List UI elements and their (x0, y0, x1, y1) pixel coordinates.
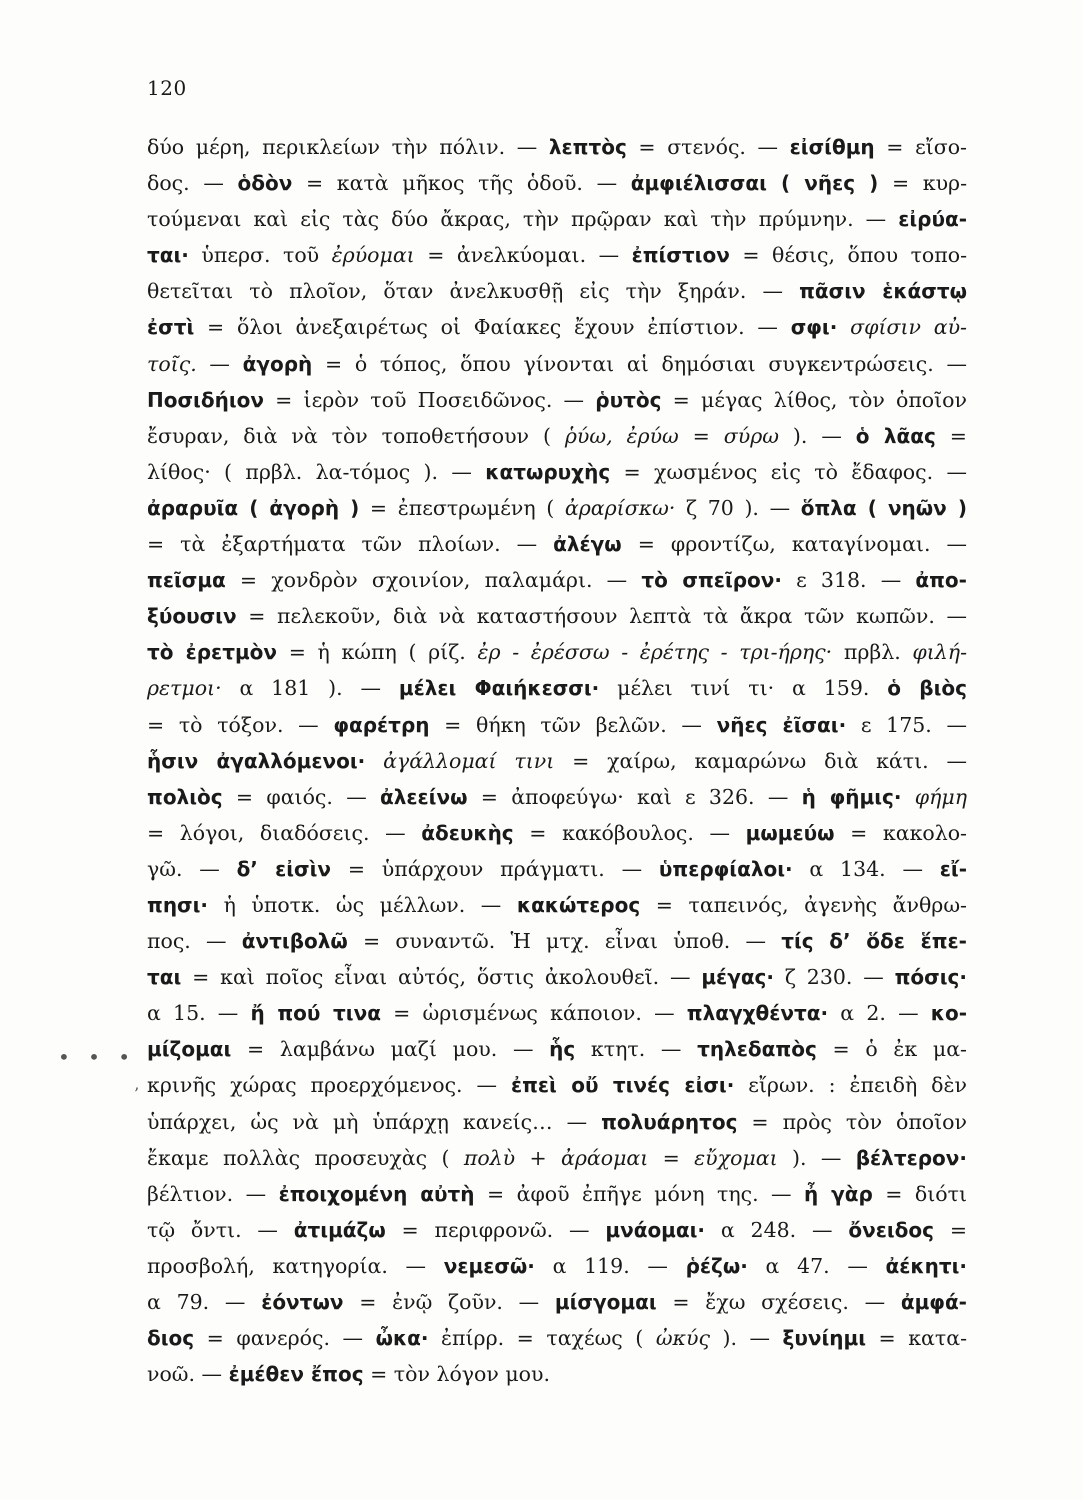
headword: μέλει Φαιήκεσσι· (398, 676, 600, 701)
headword: εἰσίθμη (789, 135, 875, 159)
headword: ἀμφιέλισσαι ( νῆες ) (630, 171, 879, 196)
text-run: α 181 ). — (221, 676, 399, 701)
text-line (147, 634, 967, 670)
text-run: κτητ. — (575, 1037, 698, 1062)
text-run: λίθος· ( πρβλ. λα-τόμος ). — (147, 459, 486, 484)
text-run: = ἀνελκύομαι. — (414, 243, 632, 268)
text-run: = εἴσο- (874, 135, 967, 159)
italic-text: ἐρύομαι (331, 243, 415, 268)
text-run: = χονδρὸν σχοινίον, παλαμάρι. — (225, 568, 642, 593)
text-run: = καὶ ποῖος εἶναι αὐτός, ὅστις ἀκολουθεῖ. — (181, 965, 702, 990)
text-run: ε 318. — (782, 568, 916, 593)
text-run: = τὰ ἐξαρτήματα τῶν πλοίων. — (147, 532, 554, 557)
text-run: ). — (709, 1326, 783, 1351)
text-line (147, 1248, 967, 1284)
headword: πόσις· (894, 965, 967, 990)
text-run: θετεῖται τὸ πλοῖον, ὅταν ἀνελκυσθῇ εἰς τὴν ξηράν. — (147, 279, 800, 304)
headword: νῆες ἐῖσαι· (716, 712, 847, 737)
text-line (147, 815, 967, 851)
text-line (147, 743, 967, 779)
headword: ἤ πού τινα (250, 1001, 381, 1026)
headword: κο- (930, 1001, 967, 1026)
text-run: τῷ ὄντι. — (147, 1217, 294, 1242)
text-run: = φροντίζω, καταγίνομαι. — (621, 532, 967, 557)
headword: ἧσιν ἀγαλλόμενοι· (147, 748, 366, 773)
headword: πολιὸς (147, 784, 223, 809)
headword: ὅπλα ( νηῶν ) (800, 495, 968, 520)
italic-text: πολὺ + ἀράομαι = εὔχομαι (463, 1145, 778, 1170)
headword: ται (147, 965, 182, 990)
headword: εἰρύα- (898, 207, 967, 232)
headword: ἐμέθεν ἔπος (228, 1362, 364, 1387)
page-number: 120 (147, 76, 187, 100)
text-run: = τὸ τόξον. — (147, 712, 334, 737)
text-run: ἔσυραν, διὰ νὰ τὸν τοποθετήσουν ( (147, 423, 565, 448)
text-line (147, 670, 967, 706)
headword: ὁ βιὸς (887, 676, 967, 701)
headword: βέλτερον· (855, 1145, 967, 1170)
headword: ται· (147, 243, 189, 268)
text-run: = χαίρω, καμαρώνω διὰ κάτι. — (554, 748, 967, 773)
text-run: = φανερός. — (194, 1326, 376, 1351)
text-line (147, 779, 967, 815)
text-run: = θέσις, ὅπου τοπο- (729, 243, 968, 268)
text-line (147, 598, 967, 634)
headword: ἦ γὰρ (804, 1181, 873, 1206)
text-line (147, 201, 967, 237)
headword: ξύουσιν (147, 604, 237, 629)
text-run: = ὡρισμένως κάποιον. — (380, 1001, 687, 1026)
text-run (901, 785, 914, 809)
text-run: = ἐνῷ ζοῦν. — (343, 1290, 555, 1314)
text-run: πος. — (147, 929, 242, 954)
headword: ἀλέγω (553, 532, 622, 557)
text-run: = λόγοι, διαδόσεις. — (147, 820, 422, 845)
text-line (147, 1320, 967, 1356)
text-run (837, 315, 850, 339)
text-run: = ἀποφεύγω· καὶ ε 326. — (467, 784, 802, 809)
italic-text: ρετμοι· (147, 676, 222, 701)
text-run: προσβολή, κατηγορία. — (147, 1253, 444, 1278)
text-run: = κακολο- (834, 820, 967, 845)
text-run: = μέγας λίθος, τὸν ὁποῖον (661, 387, 967, 412)
headword: τὸ σπεῖρον· (641, 568, 783, 593)
text-run: = θήκη τῶν βελῶν. — (429, 712, 717, 737)
text-run: = ὅλοι ἀνεξαιρέτως οἱ Φαίακες ἔχουν ἐπίστιον. — (194, 315, 791, 340)
headword: ὁ λᾶας (855, 423, 936, 448)
text-run: α 47. — (747, 1253, 886, 1278)
text-run: ). — (779, 423, 856, 448)
text-run: = διότι (872, 1181, 967, 1206)
text-run: α 2. — (828, 1001, 931, 1026)
text-run: = φαιός. — (222, 784, 380, 809)
italic-text: ἀγάλλομαί τινι (383, 748, 555, 773)
text-run: = ἀφοῦ ἐπῆγε μόνη της. — (474, 1181, 805, 1206)
text-run: — (196, 351, 243, 376)
headword: ἀντιβολῶ (241, 929, 348, 954)
text-line (147, 887, 967, 923)
text-line (147, 851, 967, 887)
text-line (147, 1284, 967, 1320)
text-run: = πρὸς τὸν ὁποῖον (737, 1109, 967, 1134)
text-run: = συναντῶ. Ἡ μτχ. εἶναι ὑποθ. — (347, 929, 782, 954)
headword: ὦκα· (375, 1326, 429, 1351)
text-run: = στενός. — (626, 135, 790, 159)
headword: ἐποιχομένη αὐτὴ (278, 1181, 475, 1206)
headword: μίζομαι (147, 1037, 232, 1062)
headword: ἀμφά- (900, 1290, 967, 1314)
headword: μέγας· (701, 965, 775, 990)
headword: μωμεύω (745, 820, 835, 845)
headword: ἀλεείνω (379, 784, 468, 809)
italic-text: φιλή- (912, 640, 967, 665)
text-run: = τὸν λόγον μου. (363, 1362, 550, 1387)
text-run: = ἔχω σχέσεις. — (656, 1290, 901, 1314)
text-run: ζ 70 ). — (675, 495, 801, 520)
text-run: = (933, 1217, 967, 1242)
headword: μνάομαι· (605, 1217, 706, 1242)
text-run: ἡ ὑποτκ. ὡς μέλλων. — (208, 892, 517, 917)
text-run: α 79. — (147, 1290, 262, 1314)
text-run (365, 749, 383, 773)
text-run: ὑπερσ. τοῦ (188, 243, 332, 268)
text-run: = ὁ τόπος, ὅπου γίνονται αἱ δημόσιαι συγκεντρώσεις. — (312, 351, 967, 376)
text-run: = κατὰ μῆκος τῆς ὁδοῦ. — (292, 171, 631, 196)
headword: πᾶσιν ἑκάστῳ (799, 279, 967, 304)
italic-text: ὠκύς (655, 1326, 710, 1351)
text-run: = κακόβουλος. — (513, 820, 746, 845)
text-line (147, 346, 967, 382)
text-run: εἴρων. : ἐπειδὴ δὲν (734, 1073, 967, 1098)
headword: ἀπο- (915, 568, 967, 593)
text-run: = ὑπάρχουν πράγματι. — (331, 856, 659, 881)
headword: ἀτιμάζω (293, 1217, 386, 1242)
text-run: τούμεναι καὶ εἰς τὰς δύο ἄκρας, τὴν πρῷραν καὶ τὴν πρύμνην. — (147, 207, 899, 232)
text-line (147, 1104, 967, 1140)
headword: ὁδὸν (237, 171, 293, 196)
text-run: α 248. — (705, 1217, 849, 1242)
italic-text: σφίσιν αὐ- (850, 315, 967, 340)
text-line (147, 129, 967, 165)
text-line (147, 923, 967, 959)
headword: τὸ ἐρετμὸν (147, 640, 278, 665)
text-line (147, 562, 967, 598)
headword: ἀδευκὴς (421, 820, 514, 845)
text-line (147, 454, 967, 490)
margin-dots: • • • (58, 1045, 137, 1069)
text-line (147, 418, 967, 454)
text-line (147, 1140, 967, 1176)
headword: ἐόντων (261, 1290, 344, 1314)
text-run: κρινῆς χώρας προερχόμενος. — (147, 1073, 511, 1098)
headword: ἀέκητι· (885, 1253, 968, 1278)
text-run: = ἱερὸν τοῦ Ποσειδῶνος. — (263, 387, 596, 412)
text-line (147, 707, 967, 743)
headword: ῥέζω· (685, 1253, 748, 1278)
text-line (147, 1067, 967, 1103)
text-run: ζ 230. — (774, 965, 895, 990)
text-run: ε 175. — (846, 712, 967, 737)
italic-text: ῥύω, ἐρύω = σύρω (564, 423, 779, 448)
headword: ἀγορὴ (242, 351, 313, 376)
headword: εἴ- (939, 856, 967, 881)
text-run: βέλτιον. — (147, 1181, 279, 1206)
text-run: α 134. — (792, 856, 940, 881)
headword: κακώτερος (516, 892, 641, 917)
text-run: νοῶ. — (147, 1362, 229, 1387)
headword: πολυάρητος (601, 1109, 738, 1134)
headword: διος (147, 1326, 195, 1351)
text-run: = λαμβάνω μαζί μου. — (231, 1037, 550, 1062)
headword: κατωρυχὴς (485, 459, 611, 484)
headword: ῥυτὸς (595, 387, 662, 412)
headword: ὄνειδος (848, 1217, 934, 1242)
italic-text: ἀραρίσκω· (564, 495, 676, 520)
text-run: = (935, 423, 967, 448)
headword: δ’ εἰσὶν (236, 856, 332, 881)
text-line (147, 1176, 967, 1212)
text-line (147, 1031, 967, 1067)
headword: ἐστὶ (147, 315, 195, 340)
text-line (147, 526, 967, 562)
headword: ἀραρυῖα ( ἀγορὴ ) (147, 495, 360, 520)
headword: Ποσιδήιον (147, 387, 264, 412)
headword: πησι· (147, 892, 209, 917)
text-run: α 15. — (147, 1001, 251, 1026)
text-line (147, 995, 967, 1031)
text-run: = πελεκοῦν, διὰ νὰ καταστήσουν λεπτὰ τὰ ἄκρα τῶν κωπῶν. — (236, 604, 967, 629)
italic-text: τοῖς. (147, 351, 197, 376)
text-line (147, 309, 967, 345)
text-line (147, 1212, 967, 1248)
text-run: = ὁ ἐκ μα- (816, 1037, 967, 1062)
text-run: = ταπεινός, ἀγενὴς ἄνθρω- (640, 892, 967, 917)
text-run: = ἐπεστρωμένη ( (359, 495, 565, 520)
text-line (147, 165, 967, 201)
text-line (147, 382, 967, 418)
text-run: δύο μέρη, περικλείων τὴν πόλιν. — (147, 135, 549, 159)
text-run: γῶ. — (147, 856, 237, 881)
margin-mark: ’ (134, 1084, 140, 1103)
text-run: μέλει τινί τι· α 159. (599, 676, 888, 701)
headword: ἧς (549, 1037, 576, 1062)
text-run: = περιφρονῶ. — (385, 1217, 606, 1242)
headword: ἐπίστιον (631, 243, 730, 268)
italic-text: φήμη (914, 784, 967, 809)
headword: ξυνίημι (782, 1326, 867, 1351)
headword: τηλεδαπὸς (697, 1037, 817, 1062)
headword: λεπτὸς (548, 135, 627, 159)
headword: μίσγομαι (554, 1290, 657, 1314)
text-line (147, 273, 967, 309)
italic-text: ἐρ - ἐρέσσω - ἐρέτης - τρι-ήρης· (477, 640, 833, 665)
text-run: α 119. — (534, 1253, 686, 1278)
text-run: = κατα- (866, 1326, 967, 1351)
text-run: πρβλ. (832, 640, 913, 665)
headword: φαρέτρη (333, 712, 430, 737)
headword: πεῖσμα (147, 568, 226, 593)
headword: τίς δ’ ὅδε ἕπε- (781, 929, 967, 954)
text-run: = κυρ- (878, 171, 968, 196)
headword: νεμεσῶ· (443, 1253, 535, 1278)
headword: σφι· (790, 315, 838, 340)
text-run: = ἡ κώπη ( ρίζ. (277, 640, 478, 665)
headword: πλαγχθέντα· (686, 1001, 829, 1026)
text-line (147, 1356, 967, 1392)
text-run: ). — (777, 1145, 856, 1170)
text-line (147, 490, 967, 526)
text-run: ἐπίρρ. = ταχέως ( (428, 1326, 656, 1351)
text-run: ὑπάρχει, ὡς νὰ μὴ ὑπάρχῃ κανείς… — (147, 1109, 602, 1134)
headword: ἡ φῆμις· (801, 784, 902, 809)
text-run: = χωσμένος εἰς τὸ ἔδαφος. — (610, 459, 967, 484)
text-run: ἔκαμε πολλὰς προσευχὰς ( (147, 1145, 464, 1170)
headword: ἐπεὶ οὔ τινές εἰσι· (510, 1073, 735, 1098)
headword: ὑπερφίαλοι· (658, 856, 793, 881)
text-line (147, 237, 967, 273)
text-line (147, 959, 967, 995)
body-text (147, 129, 967, 1392)
text-run: δος. — (147, 171, 238, 196)
